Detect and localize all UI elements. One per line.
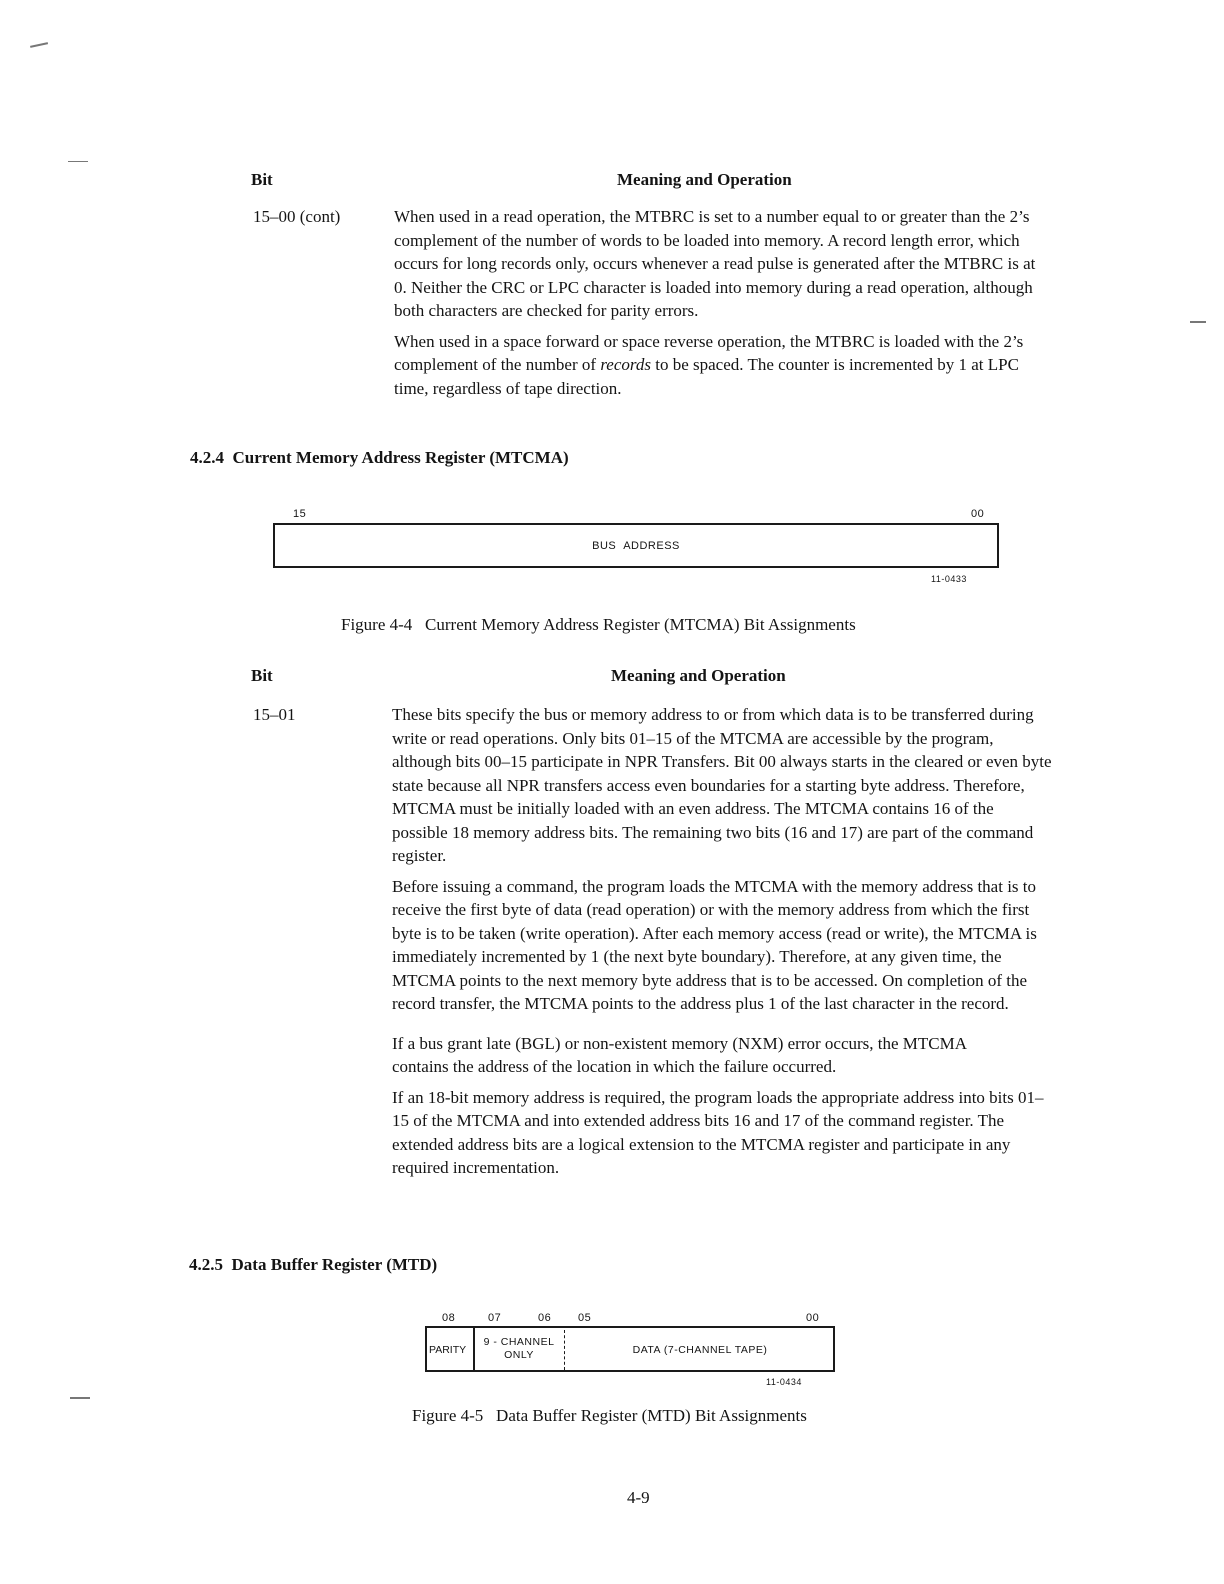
- emphasis-text: records: [600, 355, 651, 374]
- bit-column-header: Bit: [251, 170, 273, 189]
- register-field-bus-address: BUS ADDRESS: [592, 540, 680, 552]
- register-box: [425, 1326, 835, 1372]
- meaning-column-header: Meaning and Operation: [617, 170, 792, 189]
- bit-label-15: 15: [293, 508, 307, 520]
- field-divider: [473, 1328, 475, 1370]
- register-field-9-channel: [477, 1336, 561, 1362]
- page-number: 4-9: [627, 1488, 650, 1507]
- bit-label-08: 08: [442, 1312, 456, 1324]
- register-box: [273, 523, 999, 568]
- meaning-description: [394, 205, 1044, 407]
- field-line: 9 - CHANNEL: [483, 1336, 555, 1348]
- paragraph: If an 18-bit memory address is required, the program loads the appropriate address into bits 01–15 of the MTCMA and into extended address bits 16 and 17 of the command register. The extended address bits are a logical extension to the MTCMA register and participate in any required incrementation.: [392, 1087, 1044, 1177]
- register-field-parity: PARITY: [429, 1344, 467, 1356]
- figure-caption: Figure 4-4 Current Memory Address Register (MTCMA) Bit Assignments: [341, 615, 856, 634]
- paragraph: [394, 330, 1044, 401]
- paragraph: When used in a read operation, the MTBRC is set to a number equal to or greater than the 2’s complement of the number of words to be loaded into memory. A record length error, which occurs for long records only, occurs whenever a read pulse is generated after the MTBRC is at 0. Neither the CRC or LPC character is loaded into memory during a read operation, although both characters are checked for parity errors.: [394, 207, 1036, 320]
- section-heading: 4.2.5 Data Buffer Register (MTD): [189, 1255, 438, 1274]
- section-heading: 4.2.4 Current Memory Address Register (MTCMA): [190, 448, 569, 467]
- paragraph: If a bus grant late (BGL) or non-existent memory (NXM) error occurs, the MTCMA contains the address of the location in which the failure occurred.: [392, 1033, 967, 1076]
- paragraph-text: When used in a space forward or space reverse operation, the MTBRC is loaded with the 2’s complement of the number of: [394, 331, 1024, 374]
- meaning-column-header: Meaning and Operation: [611, 666, 786, 685]
- paragraph: These bits specify the bus or memory address to or from which data is to be transferred during write or read operations. Only bits 01–15 of the MTCMA are accessible by the program, although bits 00–15 participate in NPR Transfers. Bit 00 always starts in the cleared or even byte state because all NPR transfers access even boundaries for a starting byte address. Therefore, MTCMA must be initially loaded with an even address. The MTCMA contains 16 of the possible 18 memory address bits. The remaining two bits (16 and 17) are part of the command register.: [392, 705, 1052, 865]
- bit-range: 15–00 (cont): [253, 207, 341, 226]
- bit-label-05: 05: [578, 1312, 592, 1324]
- bit-label-06: 06: [538, 1312, 552, 1324]
- paragraph: Before issuing a command, the program loads the MTCMA with the memory address that is to receive the first byte of data (read operation) or with the memory address from which the first byte is to be taken (write operation). After each memory access (read or write), the MTCMA is immediately incremented by 1 (the next byte boundary). Therefore, at any given time, the MTCMA points to the next memory byte address that is to be accessed. On completion of the record transfer, the MTCMA points to the address plus 1 of the last character in the record.: [392, 876, 1037, 1013]
- figure-id: 11-0433: [931, 574, 967, 584]
- bit-column-header: Bit: [251, 666, 273, 685]
- bit-range: 15–01: [253, 705, 296, 724]
- bit-label-00: 00: [971, 508, 985, 520]
- figure-id: 11-0434: [766, 1377, 802, 1387]
- bit-label-07: 07: [488, 1312, 502, 1324]
- scan-speck: [1190, 321, 1206, 323]
- paragraph-text: to be spaced. The counter is incremented by 1 at LPC time, regardless of tape direction.: [394, 355, 1019, 398]
- scan-speck: [70, 1397, 90, 1399]
- field-line: ONLY: [504, 1349, 534, 1361]
- register-field-data: DATA (7-CHANNEL TAPE): [632, 1344, 768, 1356]
- dashed-field-divider: [564, 1330, 565, 1370]
- scan-speck: [68, 161, 88, 162]
- scan-speck: [30, 42, 48, 47]
- bit-label-00: 00: [806, 1312, 820, 1324]
- meaning-description: [392, 703, 1052, 1187]
- figure-caption: Figure 4-5 Data Buffer Register (MTD) Bit Assignments: [412, 1406, 807, 1425]
